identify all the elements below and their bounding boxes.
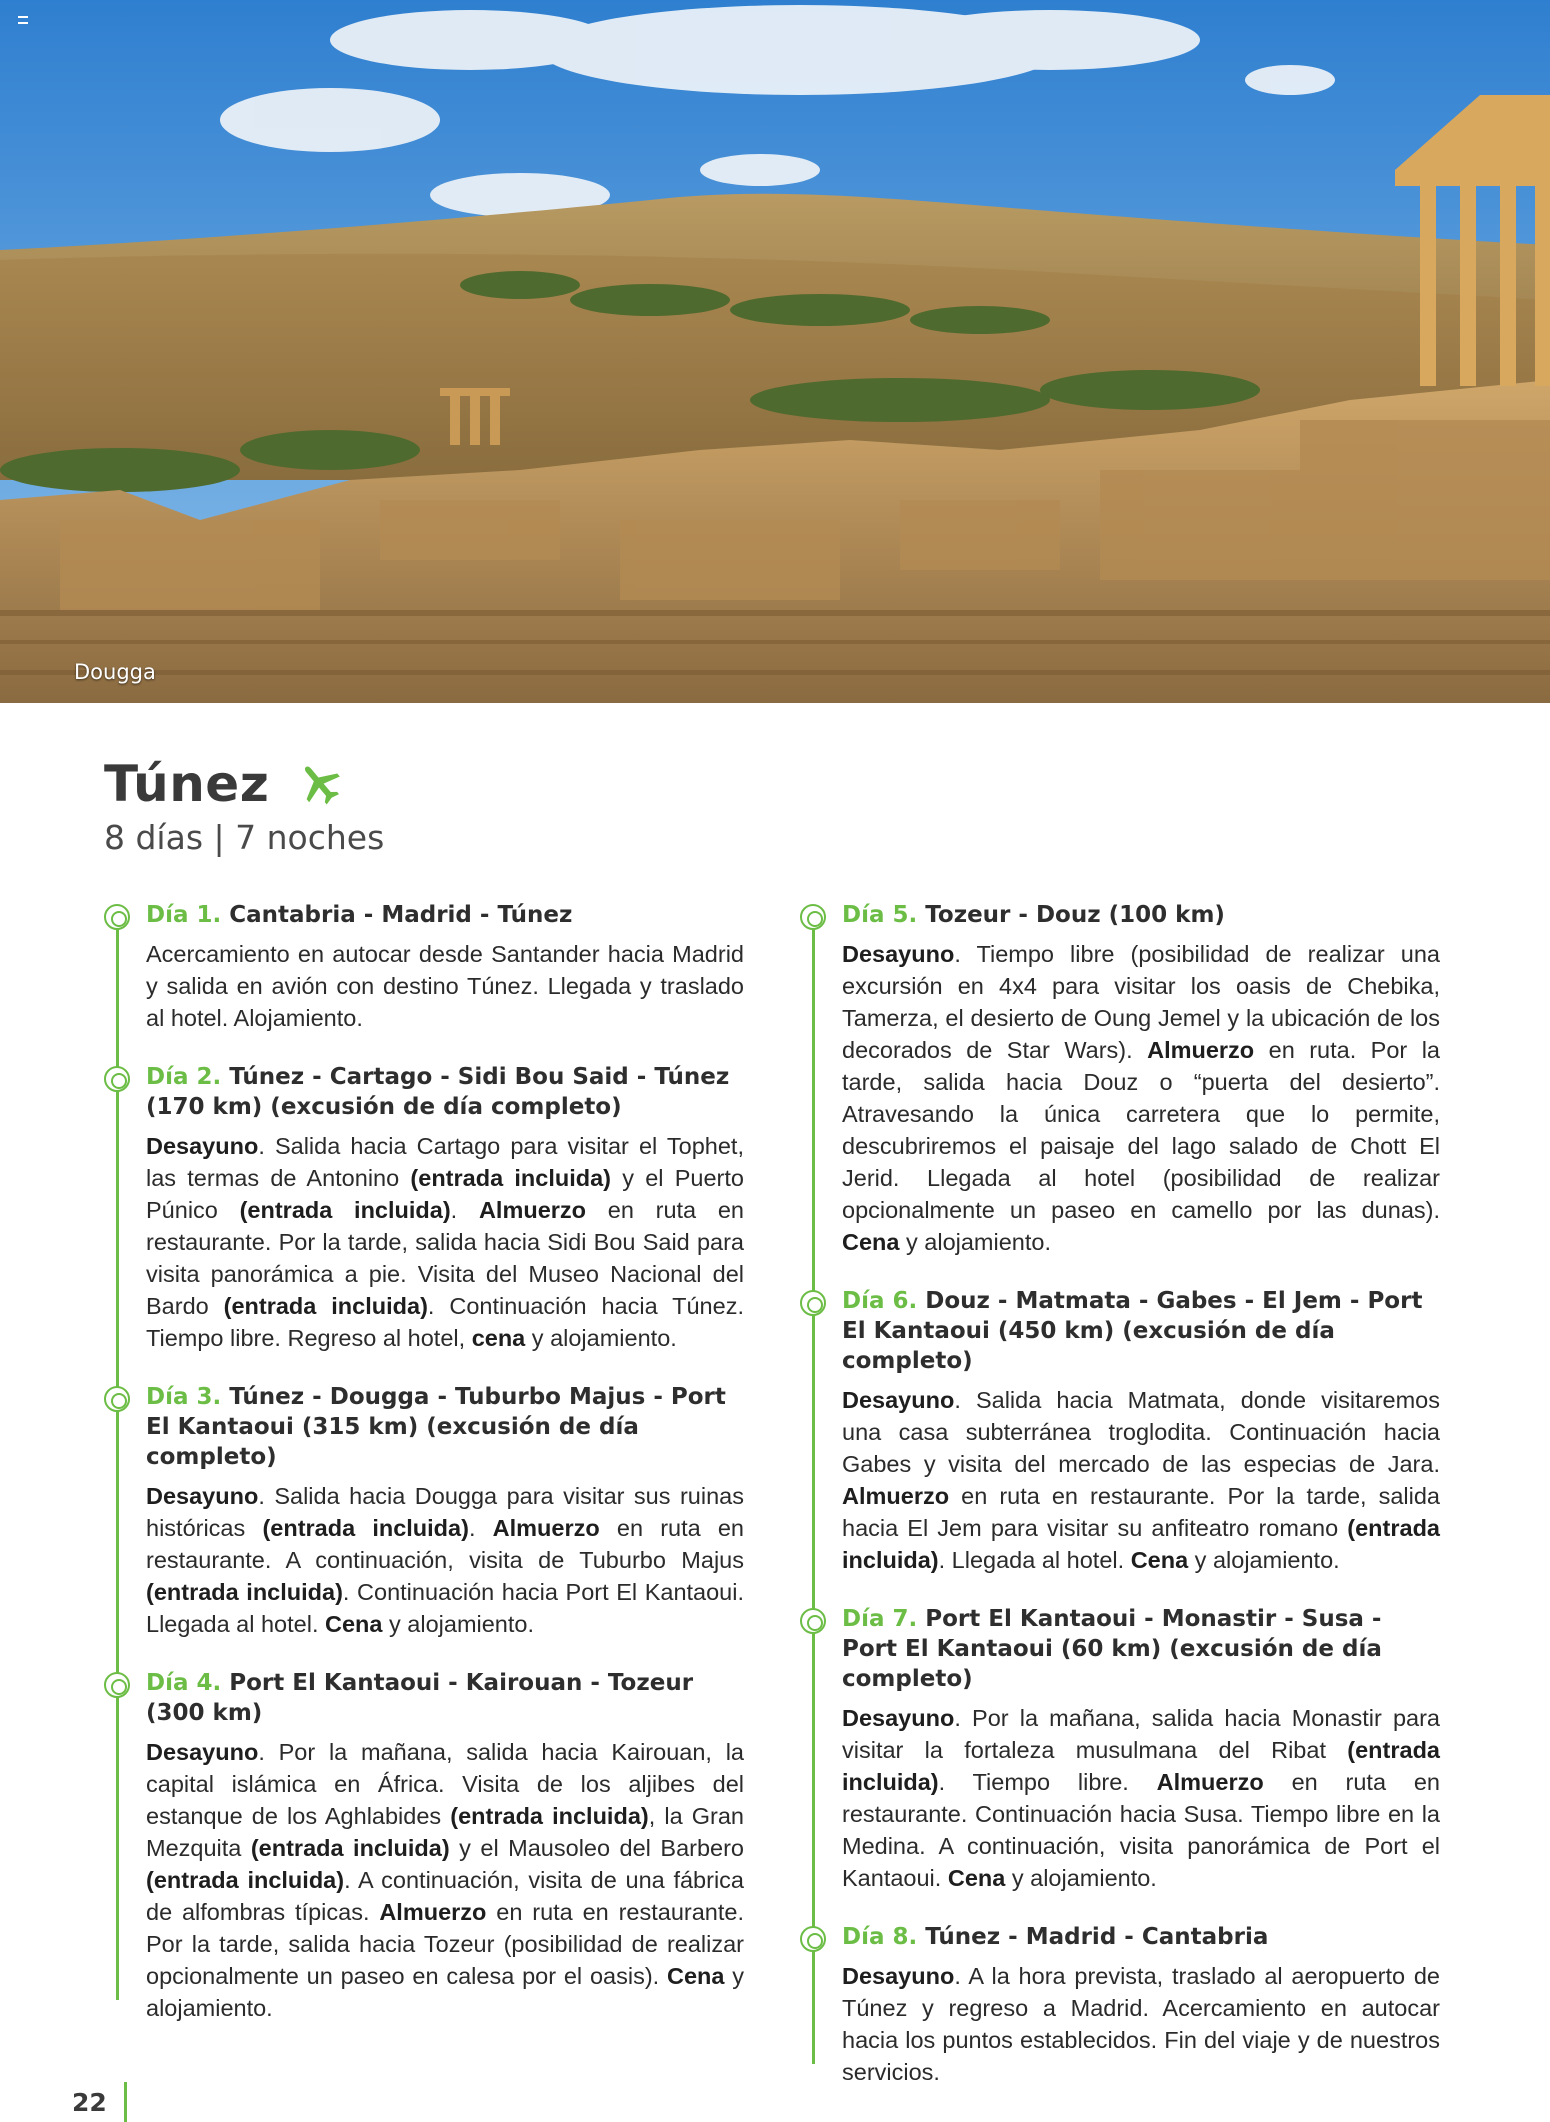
highlight-text: (entrada incluida): [262, 1515, 469, 1541]
page-number-bar: [124, 2082, 127, 2122]
highlight-text: Cena: [1130, 1547, 1189, 1573]
description-text: . Tiempo libre (posibilidad de realizar una excursión en 4x4 para visitar los oasis de Chebika, Tamerza, el desierto de Oung Jemel y la ubicación de los decorados de Star Wars).: [842, 941, 1440, 1063]
itinerary-day: [800, 900, 1440, 1258]
day-heading: [146, 1668, 744, 1728]
day-title: Tozeur - Douz (100 km): [925, 902, 1225, 928]
itinerary-right-column: [800, 900, 1440, 2116]
title-row: [104, 755, 345, 813]
description-text: . Llegada al hotel.: [938, 1547, 1131, 1573]
day-heading: [842, 1922, 1440, 1952]
day-title: Port El Kantaoui - Kairouan - Tozeur (300 km): [146, 1670, 694, 1726]
highlight-text: Desayuno: [146, 1739, 259, 1765]
day-number: Día 4.: [146, 1670, 222, 1696]
highlight-text: Almuerzo: [1147, 1037, 1255, 1063]
itinerary-day: [800, 1922, 1440, 2088]
dougga-photo: [0, 0, 1550, 703]
day-number: Día 2.: [146, 1064, 222, 1090]
description-text: en ruta. Por la tarde, salida hacia Douz o “puerta del desierto”. Atravesando la única carretera que lo permite, descubriremos el paisaje del lago salado de Chott El Jerid. Llegada al hotel (posibilidad de realizar opcionalmente un paseo en camello por las dunas).: [842, 1037, 1440, 1223]
highlight-text: (entrada incluida): [842, 1737, 1440, 1795]
highlight-text: (entrada incluida): [450, 1803, 649, 1829]
highlight-text: (entrada incluida): [239, 1197, 451, 1223]
highlight-text: Almuerzo: [492, 1515, 600, 1541]
description-text: . Salida hacia Cartago para visitar el Tophet, las termas de Antonino: [146, 1133, 744, 1191]
hero-image: [0, 0, 1550, 703]
description-text: . Por la mañana, salida hacia Monastir para visitar la fortaleza musulmana del Ribat: [842, 1705, 1440, 1763]
day-description: [842, 938, 1440, 1258]
day-number: Día 3.: [146, 1384, 222, 1410]
description-text: . A continuación, visita de una fábrica de alfombras típicas.: [146, 1867, 744, 1925]
day-description: [842, 1960, 1440, 2088]
day-description: [146, 1480, 744, 1640]
highlight-text: (entrada incluida): [842, 1515, 1440, 1573]
timeline-bullet-icon: [104, 904, 130, 930]
day-description: [146, 938, 744, 1034]
highlight-text: Almuerzo: [379, 1899, 487, 1925]
day-number: Día 5.: [842, 902, 918, 928]
highlight-text: Desayuno: [842, 1387, 955, 1413]
itinerary-left-column: [104, 900, 744, 2052]
highlight-text: (entrada incluida): [146, 1867, 345, 1893]
timeline-bullet-icon: [800, 1290, 826, 1316]
description-text: . A la hora prevista, traslado al aeropuerto de Túnez y regreso a Madrid. Acercamiento en autocar hacia los puntos establecidos. Fin del viaje y de nuestros servicios.: [842, 1963, 1440, 2085]
description-text: . Continuación hacia Túnez. Tiempo libre. Regreso al hotel,: [146, 1293, 744, 1351]
description-text: en ruta en restaurante. A continuación, visita de Tuburbo Majus: [146, 1515, 744, 1573]
page-number: 22: [72, 2088, 107, 2117]
itinerary-day: [104, 900, 744, 1034]
highlight-text: (entrada incluida): [250, 1835, 450, 1861]
description-text: y alojamiento.: [525, 1325, 677, 1351]
highlight-text: Desayuno: [842, 1963, 955, 1989]
timeline-bullet-icon: [800, 1926, 826, 1952]
highlight-text: Almuerzo: [478, 1197, 587, 1223]
itinerary-day: [800, 1286, 1440, 1576]
highlight-text: Desayuno: [842, 941, 955, 967]
image-caption: Dougga: [74, 660, 156, 684]
day-number: Día 6.: [842, 1288, 918, 1314]
day-number: Día 8.: [842, 1924, 918, 1950]
highlight-text: Cena: [666, 1963, 725, 1989]
day-heading: [146, 900, 744, 930]
itinerary-day: [104, 1062, 744, 1354]
day-description: [842, 1702, 1440, 1894]
day-title: Túnez - Cartago - Sidi Bou Said - Túnez (170 km) (excusión de día completo): [146, 1064, 730, 1120]
day-heading: [842, 1286, 1440, 1376]
description-text: . Continuación hacia Port El Kantaoui. Llegada al hotel.: [146, 1579, 744, 1637]
highlight-text: Desayuno: [146, 1133, 259, 1159]
itinerary-day: [800, 1604, 1440, 1894]
description-text: y alojamiento.: [899, 1229, 1051, 1255]
page-title: Túnez: [104, 755, 270, 813]
description-text: .: [450, 1197, 479, 1223]
day-heading: [842, 1604, 1440, 1694]
description-text: . Salida hacia Matmata, donde visitaremos una casa subterránea troglodita. Continuación hacia Gabes y visita del mercado de las especias de Jara.: [842, 1387, 1440, 1477]
day-heading: [842, 900, 1440, 930]
highlight-text: Almuerzo: [1156, 1769, 1264, 1795]
highlight-text: Desayuno: [146, 1483, 259, 1509]
description-text: . Tiempo libre.: [938, 1769, 1157, 1795]
corner-mark: [18, 16, 28, 24]
description-text: . Por la mañana, salida hacia Kairouan, la capital islámica en África. Visita de los aljibes del estanque de los Aghlabides: [146, 1739, 744, 1829]
description-text: en ruta en restaurante. Por la tarde, salida hacia El Jem para visitar su anfiteatro romano: [842, 1483, 1440, 1541]
description-text: y el Mausoleo del Barbero: [449, 1835, 744, 1861]
day-title: Port El Kantaoui - Monastir - Susa - Port El Kantaoui (60 km) (excusión de día completo): [842, 1606, 1382, 1692]
plane-icon: [295, 759, 345, 809]
description-text: , la Gran Mezquita: [146, 1803, 744, 1861]
timeline-bullet-icon: [104, 1672, 130, 1698]
highlight-text: (entrada incluida): [223, 1293, 428, 1319]
day-number: Día 1.: [146, 902, 222, 928]
highlight-text: Almuerzo: [842, 1483, 950, 1509]
description-text: en ruta en restaurante. Continuación hacia Susa. Tiempo libre en la Medina. A continuación, visita panorámica de Port el Kantaoui.: [842, 1769, 1441, 1891]
day-heading: [146, 1062, 744, 1122]
description-text: en ruta en restaurante. Por la tarde, salida hacia Tozeur (posibilidad de realizar opcionalmente un paseo en calesa por el oasis).: [146, 1899, 744, 1989]
highlight-text: Cena: [947, 1865, 1006, 1891]
highlight-text: Cena: [325, 1611, 383, 1637]
highlight-text: Desayuno: [842, 1705, 955, 1731]
timeline-bullet-icon: [104, 1386, 130, 1412]
trip-duration: 8 días | 7 noches: [104, 818, 385, 857]
day-title: Túnez - Madrid - Cantabria: [925, 1924, 1269, 1950]
description-text: y alojamiento.: [146, 1963, 745, 2021]
day-title: Túnez - Dougga - Tuburbo Majus - Port El Kantaoui (315 km) (excusión de día completo): [146, 1384, 726, 1470]
description-text: y el Puerto Púnico: [146, 1165, 744, 1223]
description-text: y alojamiento.: [382, 1611, 535, 1637]
highlight-text: Cena: [842, 1229, 900, 1255]
itinerary-day: [104, 1382, 744, 1640]
description-text: en ruta en restaurante. Por la tarde, salida hacia Sidi Bou Said para visita panorámica a pie. Visita del Museo Nacional del Bardo: [146, 1197, 744, 1319]
day-description: [146, 1736, 744, 2024]
highlight-text: (entrada incluida): [410, 1165, 611, 1191]
day-number: Día 7.: [842, 1606, 918, 1632]
day-description: [842, 1384, 1440, 1576]
description-text: Acercamiento en autocar desde Santander hacia Madrid y salida en avión con destino Túnez. Llegada y traslado al hotel. Alojamiento.: [146, 941, 744, 1031]
day-title: Douz - Matmata - Gabes - El Jem - Port El Kantaoui (450 km) (excusión de día completo): [842, 1288, 1423, 1374]
description-text: y alojamiento.: [1188, 1547, 1340, 1573]
description-text: . Salida hacia Dougga para visitar sus ruinas históricas: [146, 1483, 744, 1541]
highlight-text: (entrada incluida): [146, 1579, 343, 1605]
timeline-bullet-icon: [800, 1608, 826, 1634]
day-heading: [146, 1382, 744, 1472]
timeline-bullet-icon: [800, 904, 826, 930]
itinerary-day: [104, 1668, 744, 2024]
highlight-text: cena: [471, 1325, 526, 1351]
timeline-bullet-icon: [104, 1066, 130, 1092]
day-title: Cantabria - Madrid - Túnez: [229, 902, 573, 928]
day-description: [146, 1130, 744, 1354]
description-text: y alojamiento.: [1005, 1865, 1157, 1891]
description-text: .: [468, 1515, 493, 1541]
